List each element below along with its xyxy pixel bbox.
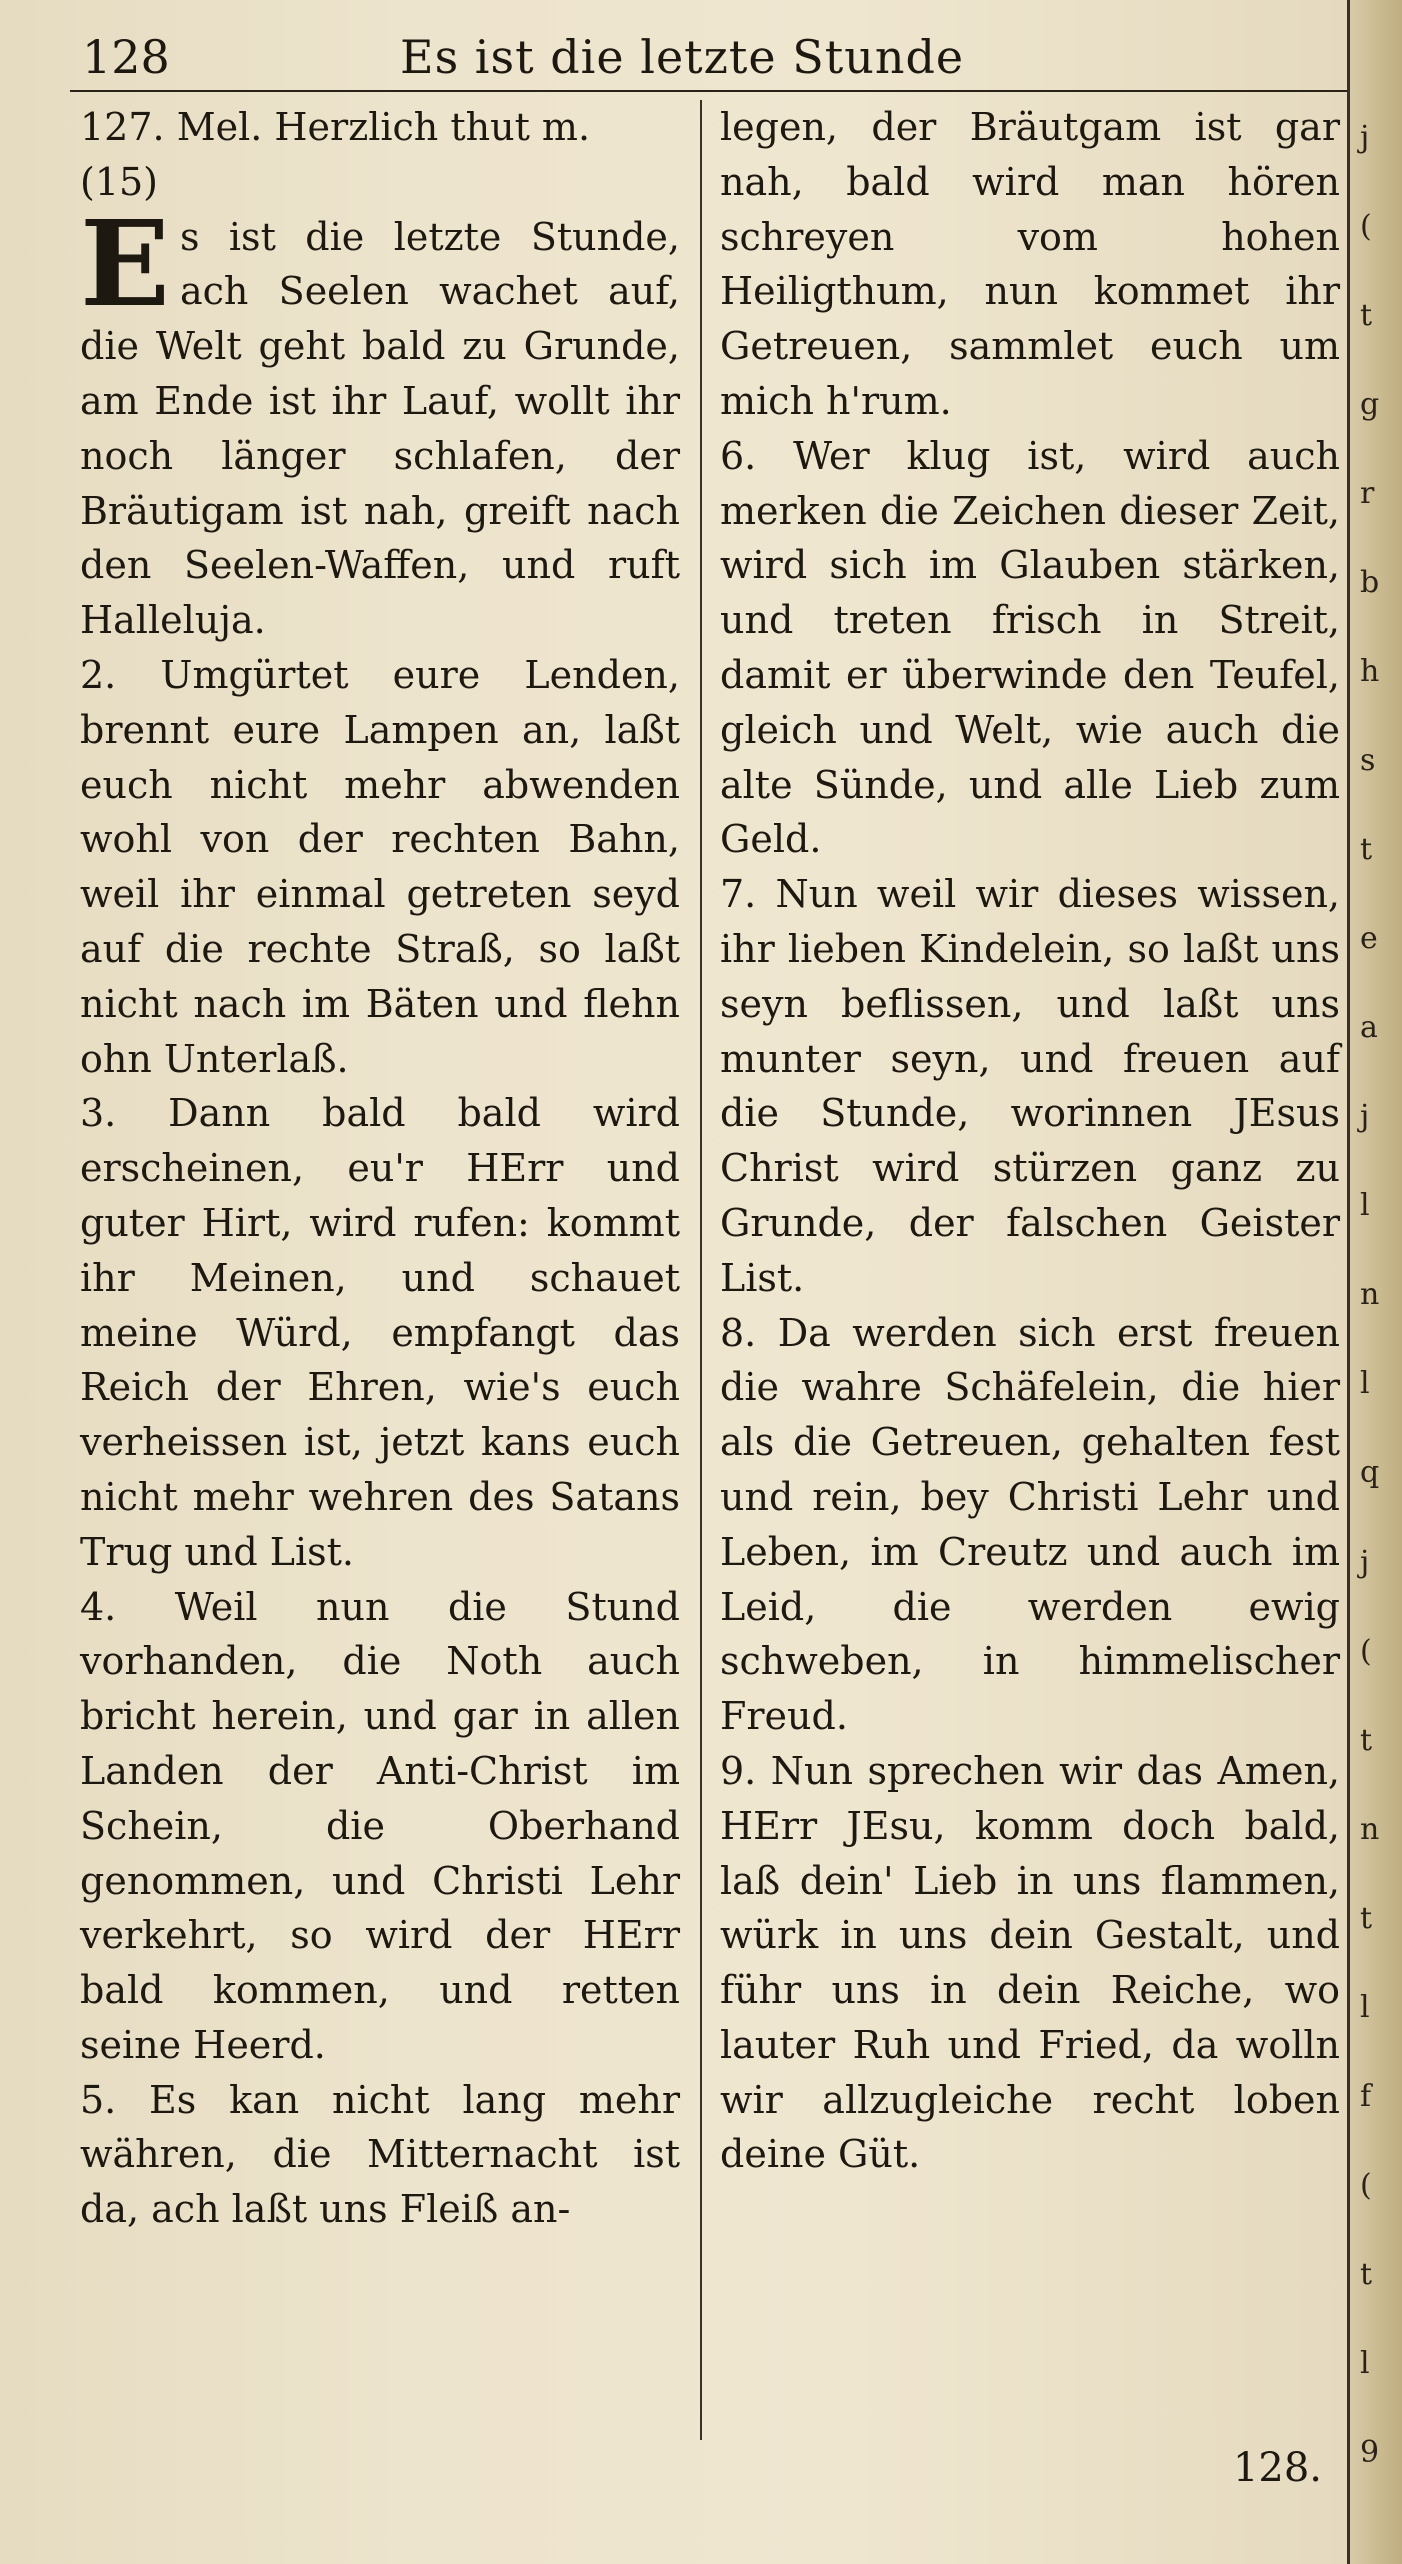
facing-page-letter: n <box>1360 1811 1380 1847</box>
facing-page-letter: l <box>1360 1366 1370 1402</box>
catchword: 128. <box>1232 2445 1322 2491</box>
facing-page-letter: h <box>1360 654 1380 690</box>
facing-page-letter: l <box>1360 1188 1370 1224</box>
verse-1 <box>80 193 680 648</box>
verse-9: 9. Nun sprechen wir das Amen, HErr JEsu, komm doch bald, laß dein' Lieb in uns flammen, würk in uns dein Gestalt, und führ uns in dein Reiche, wo lauter Ruh und Fried, da wolln wir allzugleiche recht loben deine Güt. <box>720 1748 1340 2177</box>
verse-text: s ist die letzte Stunde, ach Seelen wachet auf, die Welt geht bald zu Grunde, am Ende ist ihr Lauf, wollt ihr noch länger schlafen, der Bräutigam ist nah, greift nach den Seelen-Waffen, und ruft Halleluja. <box>80 214 680 643</box>
dropcap: E <box>80 193 170 333</box>
verse-3: 3. Dann bald bald wird erscheinen, eu'r HErr und guter Hirt, wird rufen: kommt ihr Meinen, und schauet meine Würd, empfangt das Reich der Ehren, wie's euch verheissen ist, jetzt kans euch nicht mehr wehren des Satans Trug und List. <box>80 1091 680 1574</box>
page-number: 128 <box>82 30 170 84</box>
facing-page-edge <box>1347 0 1402 2564</box>
facing-page-letter: t <box>1360 298 1373 334</box>
right-column <box>720 100 1340 2440</box>
hymn-reference: 127. Mel. Herzlich thut m. <box>80 105 591 149</box>
verse-2: 2. Umgürtet eure Lenden, brennt eure Lampen an, laßt euch nicht mehr abwenden wohl von der rechten Bahn, weil ihr einmal getreten seyd auf die rechte Straß, so laßt nicht nach im Bäten und flehn ohn Unterlaß. <box>80 652 680 1081</box>
facing-page-letter: f <box>1360 2078 1372 2114</box>
facing-page-letter: e <box>1360 921 1378 957</box>
facing-page-letter: j <box>1360 1099 1370 1135</box>
facing-page-letter: t <box>1360 1722 1373 1758</box>
facing-page-letter: t <box>1360 2256 1373 2292</box>
facing-page-letter: a <box>1360 1010 1378 1046</box>
facing-page-letter: r <box>1360 476 1375 512</box>
facing-page-letter: b <box>1360 565 1380 601</box>
tune-number: (15) <box>80 159 159 204</box>
left-column <box>80 100 680 2440</box>
column-divider <box>700 100 702 2440</box>
verse-4: 4. Weil nun die Stund vorhanden, die Noth auch bricht herein, und gar in allen Landen der Anti-Christ im Schein, die Oberhand genommen, und Christi Lehr verkehrt, so wird der HErr bald kommen, und retten seine Heerd. <box>80 1584 680 2067</box>
verse-6: 6. Wer klug ist, wird auch merken die Zeichen dieser Zeit, wird sich im Glauben stärken, und treten frisch in Streit, damit er überwinde den Teufel, gleich und Welt, wie auch die alte Sünde, und alle Lieb zum Geld. <box>720 433 1340 862</box>
text-columns <box>80 100 1350 2440</box>
facing-page-letter: ( <box>1360 209 1372 245</box>
facing-page-letter: l <box>1360 2345 1370 2381</box>
facing-page-letter: s <box>1360 743 1376 779</box>
verse-5-end: legen, der Bräutgam ist gar nah, bald wird man hören schreyen vom hohen Heiligthum, nun kommet ihr Getreuen, sammlet euch um mich h'rum. <box>720 105 1340 423</box>
facing-page-letter: g <box>1360 387 1380 423</box>
facing-page-letter: n <box>1360 1277 1380 1313</box>
verse-7: 7. Nun weil wir dieses wissen, ihr lieben Kindelein, so laßt uns seyn beflissen, und laßt uns munter seyn, und freuen auf die Stunde, worinnen JEsus Christ wird stürzen ganz zu Grunde, der falschen Geister List. <box>720 872 1340 1300</box>
running-head: Es ist die letzte Stunde <box>400 30 965 84</box>
facing-page-letter: j <box>1360 120 1370 155</box>
facing-page-letter: j <box>1360 1544 1370 1580</box>
facing-page-letter: q <box>1360 1455 1380 1491</box>
header <box>70 30 1350 92</box>
facing-page-letter: l <box>1360 1989 1370 2025</box>
facing-page-letter: ( <box>1360 1633 1372 1669</box>
facing-page-letter: 9 <box>1360 2434 1380 2470</box>
facing-page-letter: ( <box>1360 2167 1372 2203</box>
facing-page-letter: t <box>1360 832 1373 868</box>
facing-page-letters <box>1360 120 1394 2470</box>
verse-5-start: 5. Es kan nicht lang mehr währen, die Mitternacht ist da, ach laßt uns Fleiß an- <box>80 2077 680 2232</box>
facing-page-letter: t <box>1360 1900 1373 1936</box>
verse-8: 8. Da werden sich erst freuen die wahre Schäfelein, die hier als die Getreuen, gehalten fest und rein, bey Christi Lehr und Leben, im Creutz und auch im Leid, die werden ewig schweben, in himmelischer Freud. <box>720 1310 1340 1739</box>
